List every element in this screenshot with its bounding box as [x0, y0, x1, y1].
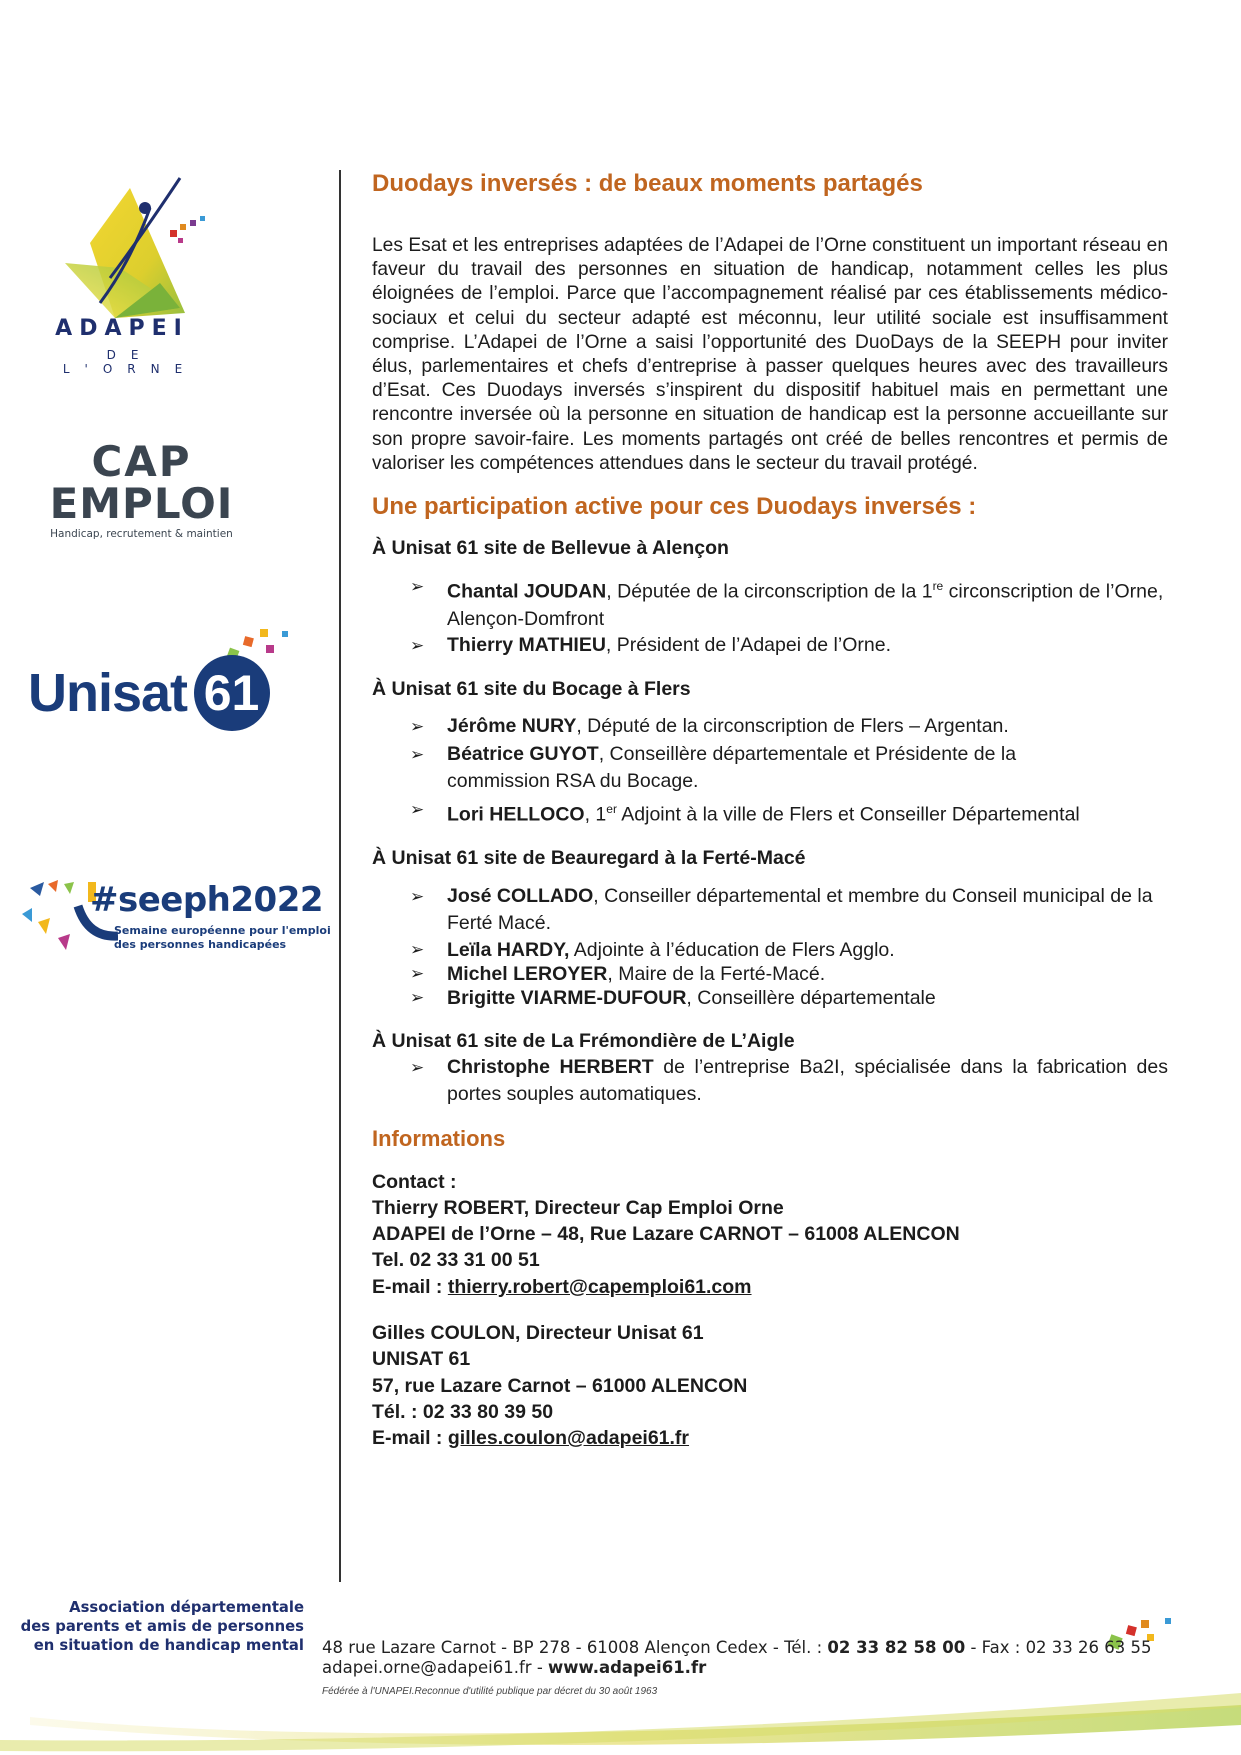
- footer-email[interactable]: adapei.orne@adapei61.fr -: [322, 1658, 549, 1677]
- site-section: [372, 845, 1168, 1010]
- contact-label: Contact :: [372, 1170, 457, 1193]
- site-section: [372, 535, 1168, 659]
- arrow-bullet-icon: ➢: [410, 886, 425, 906]
- footer-phone: 02 33 82 58 00: [827, 1638, 966, 1657]
- arrow-bullet-icon: ➢: [410, 799, 425, 819]
- person-role: , Conseiller départemental et membre du Conseil municipal de la Ferté Macé.: [447, 884, 1153, 935]
- capemploi-logo: [34, 437, 249, 540]
- people-list: [372, 713, 1168, 829]
- footer-legal-note: Fédérée à l'UNAPEI.Reconnue d'utilité publique par décret du 30 août 1963: [322, 1686, 658, 1697]
- assoc-line2: des parents et amis de personnes: [20, 1618, 304, 1635]
- unisat-text: Unisat: [28, 663, 188, 723]
- vertical-divider: [339, 170, 341, 1582]
- people-list: [372, 1054, 1168, 1109]
- arrow-bullet-icon: ➢: [410, 717, 425, 737]
- article-title: Duodays inversés : de beaux moments partagés: [372, 170, 923, 197]
- contact1-name: Thierry ROBERT, Directeur Cap Emploi Orne: [372, 1196, 784, 1219]
- list-item: [372, 986, 1168, 1010]
- contact2-phone: Tél. : 02 33 80 39 50: [372, 1400, 554, 1423]
- arrow-bullet-icon: ➢: [410, 744, 425, 764]
- capemploi-line1: CAP: [91, 437, 192, 486]
- seeph-line2: des personnes handicapées: [114, 938, 287, 951]
- capemploi-tagline: Handicap, recrutement & maintien: [50, 528, 233, 540]
- list-item: [372, 713, 1168, 741]
- person-name: Chantal JOUDAN: [447, 580, 607, 603]
- arrow-bullet-icon: ➢: [410, 987, 425, 1007]
- person-name: José COLLADO: [447, 884, 594, 907]
- contact-block: [372, 1169, 1168, 1452]
- footer-web: [322, 1658, 706, 1677]
- article: [372, 168, 1168, 1452]
- article-subtitle: Une participation active pour ces Duodays inversés :: [372, 493, 977, 521]
- person-role: , Président de l’Adapei de l’Orne.: [605, 633, 891, 656]
- person-role: , Conseillère départementale: [686, 986, 936, 1009]
- list-item: [372, 1054, 1168, 1109]
- arrow-bullet-icon: ➢: [410, 939, 425, 959]
- list-item: [372, 883, 1168, 938]
- person-name: Christophe HERBERT: [447, 1055, 654, 1078]
- person-role: , Députée de la circonscription de la 1: [606, 580, 933, 603]
- person-name: Béatrice GUYOT: [447, 742, 599, 765]
- contact1-address: ADAPEI de l’Orne – 48, Rue Lazare CARNOT – 61008 ALENCON: [372, 1223, 960, 1246]
- logo-sidebar: [0, 0, 335, 1600]
- site-heading: À Unisat 61 site de La Frémondière de L’Aigle: [372, 1029, 795, 1052]
- seeph-line1: Semaine européenne pour l'emploi: [114, 924, 331, 937]
- arrow-bullet-icon: ➢: [410, 635, 425, 655]
- assoc-line3: en situation de handicap mental: [33, 1637, 304, 1654]
- list-item: [372, 741, 1168, 796]
- person-name: Michel LEROYER: [447, 962, 608, 985]
- footer-address: [322, 1638, 1152, 1657]
- people-list: [372, 883, 1168, 1010]
- person-name: Jérôme NURY: [447, 715, 577, 738]
- person-role: Adjointe à l’éducation de Flers Agglo.: [569, 938, 895, 961]
- seeph-hashtag: #seeph2022: [90, 880, 324, 920]
- contact1-phone: Tel. 02 33 31 00 51: [372, 1249, 540, 1272]
- site-heading: À Unisat 61 site de Bellevue à Alençon: [372, 537, 729, 560]
- spacer: [372, 1300, 1168, 1320]
- footer-address-text: 48 rue Lazare Carnot - BP 278 - 61008 Alençon Cedex - Tél. :: [322, 1638, 828, 1657]
- person-role-cont: circonscription de l’Orne, Alençon-Domfront: [447, 580, 1164, 631]
- list-item: [372, 632, 1168, 660]
- email-label: E-mail :: [372, 1427, 448, 1450]
- person-role: , Conseillère départementale et Présidente de la commission RSA du Bocage.: [447, 742, 1017, 793]
- contact2-name: Gilles COULON, Directeur Unisat 61: [372, 1322, 704, 1345]
- article-intro: Les Esat et les entreprises adaptées de l’Adapei de l’Orne constituent un important réseau en faveur du travail des personnes en situation de handicap, notamment celles les plus éloignées de l’emploi. Parce que l’accompagnement réalisé par ces établissements médico-sociaux et celui du secteur adapté est méconnu, leur utilité sociale est insuffisamment comprise. L’Adapei de l’Orne a saisi l’opportunité des DuoDays de la SEEPH pour inviter élus, parlementaires et chefs d’entreprise à passer quelques heures avec des travailleurs d’Esat. Ces Duodays inversés s’inspirent du dispositif habituel mais en permettant une rencontre inversée où la personne en situation de handicap est la personne accueillante sur son propre savoir-faire. Les moments partagés ont créé de belles rencontres et permis de valoriser les compétences attendues dans le secteur du travail protégé.: [372, 235, 1168, 474]
- list-item: [372, 962, 1168, 986]
- adapei-sub: DE L'ORNE: [62, 348, 198, 376]
- person-name: Leïla HARDY,: [447, 938, 570, 961]
- contact2-org: UNISAT 61: [372, 1348, 471, 1371]
- person-role-cont: Adjoint à la ville de Flers et Conseiller Départemental: [616, 803, 1080, 826]
- contact1-email-link[interactable]: thierry.robert@capemploi61.com: [447, 1275, 752, 1298]
- list-item: [372, 796, 1168, 829]
- arrow-bullet-icon: ➢: [410, 577, 425, 597]
- person-role: , Maire de la Ferté-Macé.: [607, 962, 826, 985]
- person-name: Lori HELLOCO: [447, 803, 585, 826]
- footer-fax: - Fax : 02 33 26 63 55: [965, 1638, 1152, 1657]
- capemploi-line2: EMPLOI: [49, 479, 234, 528]
- person-name: Brigitte VIARME-DUFOUR: [447, 986, 687, 1009]
- assoc-line1: Association départementale: [69, 1599, 304, 1616]
- site-section: [372, 1028, 1168, 1109]
- arrow-bullet-icon: ➢: [410, 1057, 425, 1077]
- person-role-sup: re: [932, 579, 944, 594]
- person-role: de l’entreprise Ba2I, spécialisée dans la fabrication des portes souples automatiques.: [447, 1055, 1168, 1106]
- person-role-sup: er: [606, 801, 617, 816]
- people-list: [372, 573, 1168, 659]
- info-title: Informations: [372, 1125, 506, 1151]
- site-section: [372, 676, 1168, 829]
- arrow-bullet-icon: ➢: [410, 963, 425, 983]
- person-role: , Député de la circonscription de Flers – Argentan.: [576, 715, 1009, 738]
- site-heading: À Unisat 61 site du Bocage à Flers: [372, 678, 691, 701]
- footer-website-link[interactable]: www.adapei61.fr: [548, 1658, 707, 1677]
- adapei-name: ADAPEI: [55, 316, 189, 341]
- unisat-logo: [28, 655, 270, 735]
- unisat-number: 61: [194, 655, 270, 731]
- person-name: Thierry MATHIEU: [447, 633, 606, 656]
- list-item: [372, 938, 1168, 962]
- contact1-email-row: [372, 1274, 1168, 1300]
- contact2-address: 57, rue Lazare Carnot – 61000 ALENCON: [372, 1374, 748, 1397]
- person-role: , 1: [584, 803, 607, 826]
- contact2-email-row: [372, 1425, 1168, 1451]
- site-heading: À Unisat 61 site de Beauregard à la Ferté-Macé: [372, 846, 806, 869]
- association-description: [21, 1598, 304, 1655]
- contact2-email-link[interactable]: gilles.coulon@adapei61.fr: [447, 1427, 690, 1450]
- list-item: [372, 573, 1168, 634]
- email-label: E-mail :: [372, 1275, 448, 1298]
